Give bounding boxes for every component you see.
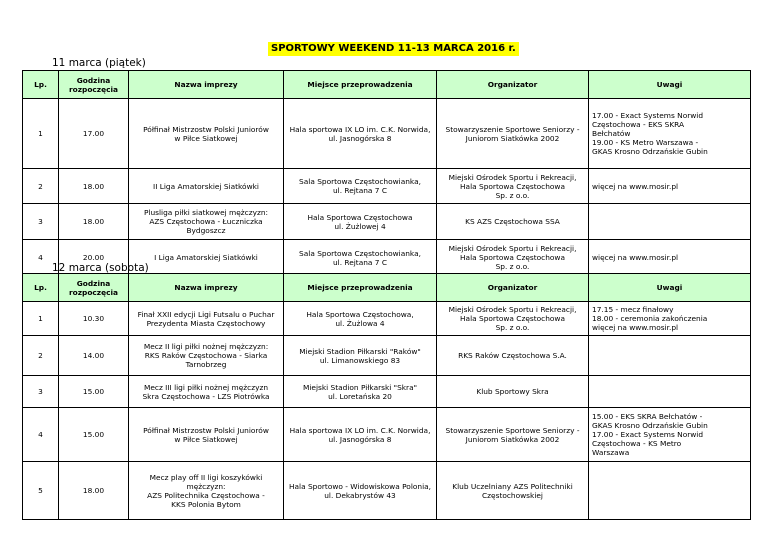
cell-text-line: Częstochowa - EKS SKRA <box>592 120 685 129</box>
organizer-cell <box>437 99 589 169</box>
cell-text-line: Miejski Ośrodek Sportu i Rekreacji, <box>448 305 577 314</box>
table-row <box>23 408 751 462</box>
organizer-cell <box>437 462 589 520</box>
schedule-table-day-2 <box>22 273 751 520</box>
header-start-time: Godzina rozpoczęcia <box>59 71 129 99</box>
cell-text-line: 19.00 - KS Metro Warszawa - <box>592 138 699 147</box>
start-time-cell: 10.30 <box>59 302 129 336</box>
header-notes: Uwagi <box>589 274 751 302</box>
notes-cell <box>589 240 751 276</box>
cell-text-line: Stowarzyszenie Sportowe Seniorzy - <box>445 124 580 134</box>
cell-text-line: Miejski Stadion Piłkarski "Skra" <box>302 382 418 392</box>
notes-cell <box>589 408 751 462</box>
cell-text-line: Hala Sportowa Częstochowa <box>459 181 565 191</box>
event-name-cell <box>129 462 284 520</box>
cell-text-line: Hala Sportowa Częstochowa <box>459 314 565 323</box>
page-title: SPORTOWY WEEKEND 11-13 MARCA 2016 r. <box>268 42 519 56</box>
cell-text-line: mężczyzn: <box>186 481 226 491</box>
cell-text-line: GKAS Krosno Odrzańskie Gubin <box>592 147 708 156</box>
notes-cell <box>589 376 751 408</box>
place-cell <box>284 302 437 336</box>
header-lp: Lp. <box>23 71 59 99</box>
start-time-cell: 18.00 <box>59 169 129 204</box>
cell-text-line: Juniorom Siatkówka 2002 <box>465 434 560 444</box>
place-cell <box>284 169 437 204</box>
notes-cell <box>589 336 751 376</box>
notes-cell <box>589 204 751 240</box>
cell-text-line: Prezydenta Miasta Częstochowy <box>146 318 266 328</box>
cell-text-line: 15.00 - EKS SKRA Bełchatów - <box>592 412 703 421</box>
cell-text-line: Juniorom Siatkówka 2002 <box>465 133 560 143</box>
organizer-cell <box>437 240 589 276</box>
start-time-cell: 18.00 <box>59 204 129 240</box>
cell-text-line: Warszawa <box>592 448 630 457</box>
cell-text-line: KKS Polonia Bytom <box>171 499 241 509</box>
start-time-cell: 20.00 <box>59 240 129 276</box>
cell-text-line: Mecz II ligi piłki nożnej mężczyzn: <box>143 342 269 351</box>
event-name-cell <box>129 336 284 376</box>
event-name-cell <box>129 408 284 462</box>
cell-text-line: Miejski Stadion Piłkarski "Raków" <box>299 346 421 356</box>
cell-text-line: Sala Sportowa Częstochowianka, <box>299 248 421 258</box>
notes-cell <box>589 302 751 336</box>
header-organizer: Organizator <box>437 274 589 302</box>
cell-text-line: ul. Limanowskiego 83 <box>319 355 401 365</box>
header-event-name: Nazwa imprezy <box>129 274 284 302</box>
event-name-cell <box>129 99 284 169</box>
cell-text-line: Częstochowa - KS Metro <box>592 439 682 448</box>
cell-text-line: AZS Politechnika Częstochowa - <box>147 490 265 500</box>
day-2-title: 12 marca (sobota) <box>52 262 149 274</box>
organizer-cell <box>437 376 589 408</box>
cell-text-line: więcej na www.mosir.pl <box>592 181 679 191</box>
cell-text-line: Hala Sportowo - Widowiskowa Polonia, <box>288 481 432 491</box>
cell-text-line: ul. Żużlowa 4 <box>335 318 385 328</box>
cell-text-line: RKS Raków Częstochowa - Siarka <box>144 351 268 360</box>
place-cell <box>284 240 437 276</box>
cell-text-line: więcej na www.mosir.pl <box>592 253 679 262</box>
lp-cell: 3 <box>23 376 59 408</box>
cell-text-line: Mecz play off II ligi koszykówki <box>149 472 263 482</box>
notes-cell <box>589 169 751 204</box>
place-cell <box>284 336 437 376</box>
cell-text-line: 18.00 - ceremonia zakończenia <box>592 314 708 323</box>
header-place: Miejsce przeprowadzenia <box>284 71 437 99</box>
event-name-cell <box>129 204 284 240</box>
cell-text-line: Klub Uczelniany AZS Politechniki <box>452 481 573 491</box>
cell-text-line: Hala Sportowa Częstochowa <box>459 253 565 262</box>
event-name-cell <box>129 376 284 408</box>
cell-text-line: Sala Sportowa Częstochowianka, <box>299 177 421 186</box>
schedule-table-day-1 <box>22 70 751 276</box>
organizer-cell <box>437 169 589 204</box>
cell-text-line: Sp. z o.o. <box>495 190 530 200</box>
start-time-cell: 15.00 <box>59 376 129 408</box>
cell-text-line: ul. Rejtana 7 C <box>332 186 388 195</box>
cell-text-line: ul. Loretańska 20 <box>328 391 392 401</box>
cell-text-line: Częstochowskiej <box>482 490 543 500</box>
table-row <box>23 169 751 204</box>
header-start-time: Godzina rozpoczęcia <box>59 274 129 302</box>
cell-text-line: Hala Sportowa Częstochowa <box>307 212 413 222</box>
cell-text-line: Skra Częstochowa - LZS Piotrówka <box>142 391 270 401</box>
cell-text-line: RKS Raków Częstochowa S.A. <box>458 351 567 360</box>
header-notes: Uwagi <box>589 71 751 99</box>
header-lp: Lp. <box>23 274 59 302</box>
lp-cell: 4 <box>23 240 59 276</box>
event-name-cell <box>129 240 284 276</box>
organizer-cell <box>437 302 589 336</box>
start-time-cell: 18.00 <box>59 462 129 520</box>
cell-text-line: ul. Jasnogórska 8 <box>328 133 392 143</box>
table-row <box>23 204 751 240</box>
cell-text-line: Plusliga piłki siatkowej mężczyzn: <box>143 208 269 217</box>
cell-text-line: 17.15 - mecz finałowy <box>592 305 674 314</box>
cell-text-line: Mecz III ligi piłki nożnej mężczyzn <box>143 382 269 392</box>
cell-text-line: AZS Częstochowa - Łuczniczka <box>149 217 263 226</box>
cell-text-line: w Piłce Siatkowej <box>174 133 238 143</box>
cell-text-line: Miejski Ośrodek Sportu i Rekreacji, <box>448 172 577 182</box>
table-header-row <box>23 274 751 302</box>
notes-cell <box>589 462 751 520</box>
header-event-name: Nazwa imprezy <box>129 71 284 99</box>
cell-text-line: Sp. z o.o. <box>495 323 530 332</box>
cell-text-line: Hala sportowa IX LO im. C.K. Norwida, <box>289 425 431 435</box>
lp-cell: 1 <box>23 99 59 169</box>
place-cell <box>284 99 437 169</box>
table-header-row <box>23 71 751 99</box>
notes-cell <box>589 99 751 169</box>
place-cell <box>284 204 437 240</box>
cell-text-line: Tarnobrzeg <box>185 360 227 369</box>
cell-text-line: 17.00 - Exact Systems Norwid <box>592 430 704 439</box>
lp-cell: 4 <box>23 408 59 462</box>
cell-text-line: Miejski Ośrodek Sportu i Rekreacji, <box>448 244 577 253</box>
start-time-cell: 17.00 <box>59 99 129 169</box>
event-name-cell <box>129 302 284 336</box>
lp-cell: 2 <box>23 169 59 204</box>
cell-text-line: Finał XXII edycji Ligi Futsalu o Puchar <box>137 309 275 319</box>
cell-text-line: Klub Sportowy Skra <box>476 387 549 396</box>
cell-text-line: ul. Żużlowej 4 <box>334 221 386 231</box>
place-cell <box>284 376 437 408</box>
cell-text-line: więcej na www.mosir.pl <box>592 323 679 332</box>
cell-text-line: 17.00 - Exact Systems Norwid <box>592 111 704 120</box>
cell-text-line: GKAS Krosno Odrzańskie Gubin <box>592 421 708 430</box>
organizer-cell <box>437 204 589 240</box>
start-time-cell: 15.00 <box>59 408 129 462</box>
start-time-cell: 14.00 <box>59 336 129 376</box>
table-row <box>23 376 751 408</box>
lp-cell: 1 <box>23 302 59 336</box>
table-row <box>23 302 751 336</box>
cell-text-line: w Piłce Siatkowej <box>174 434 238 444</box>
cell-text-line: Hala sportowa IX LO im. C.K. Norwida, <box>289 124 431 134</box>
organizer-cell <box>437 336 589 376</box>
table-row <box>23 99 751 169</box>
header-place: Miejsce przeprowadzenia <box>284 274 437 302</box>
table-row <box>23 462 751 520</box>
header-organizer: Organizator <box>437 71 589 99</box>
cell-text-line: Hala Sportowa Częstochowa, <box>306 309 414 319</box>
cell-text-line: I Liga Amatorskiej Siatkówki <box>154 253 258 262</box>
cell-text-line: Sp. z o.o. <box>495 262 530 271</box>
place-cell <box>284 462 437 520</box>
cell-text-line: Półfinał Mistrzostw Polski Juniorów <box>143 124 269 134</box>
place-cell <box>284 408 437 462</box>
day-1-title: 11 marca (piątek) <box>52 57 146 69</box>
lp-cell: 5 <box>23 462 59 520</box>
cell-text-line: II Liga Amatorskiej Siatkówki <box>153 181 259 191</box>
cell-text-line: ul. Rejtana 7 C <box>332 257 388 267</box>
lp-cell: 3 <box>23 204 59 240</box>
event-name-cell <box>129 169 284 204</box>
table-row <box>23 336 751 376</box>
cell-text-line: ul. Dekabrystów 43 <box>324 490 396 500</box>
cell-text-line: KS AZS Częstochowa SSA <box>465 217 560 226</box>
cell-text-line: ul. Jasnogórska 8 <box>328 434 392 444</box>
cell-text-line: Bydgoszcz <box>186 226 226 235</box>
cell-text-line: Stowarzyszenie Sportowe Seniorzy - <box>445 425 580 435</box>
organizer-cell <box>437 408 589 462</box>
cell-text-line: Bełchatów <box>592 129 631 138</box>
cell-text-line: Półfinał Mistrzostw Polski Juniorów <box>143 425 269 435</box>
lp-cell: 2 <box>23 336 59 376</box>
